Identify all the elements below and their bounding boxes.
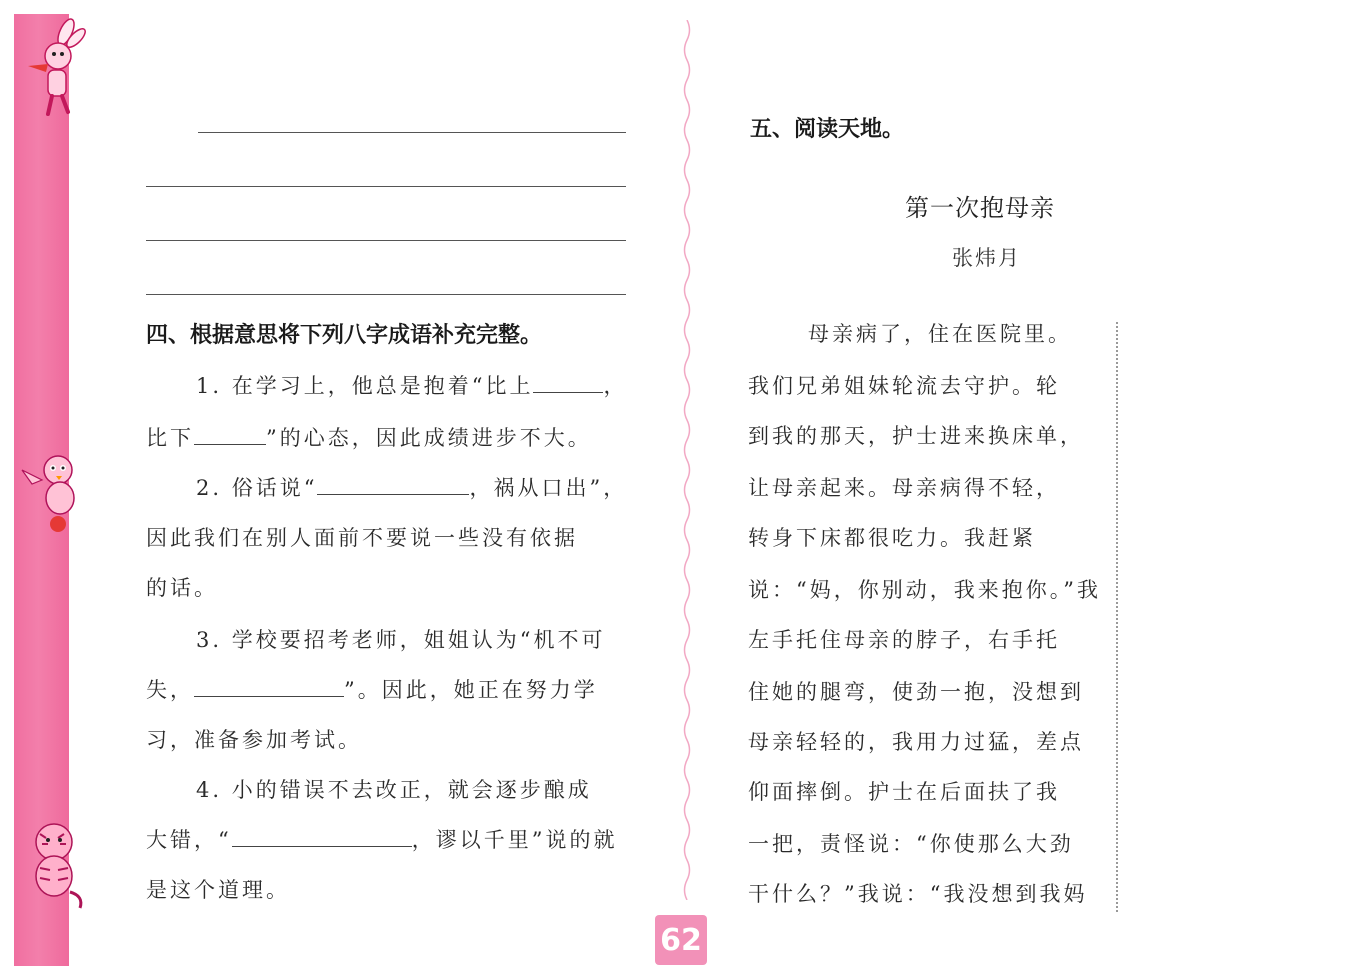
article-line: 住她的腿弯，使劲一抱，没想到 [748, 680, 1084, 704]
question-3-line-2 [146, 674, 598, 704]
question-2-line-3: 的话。 [146, 576, 218, 600]
article-line: 干什么？”我说：“我没想到我妈 [748, 882, 1088, 906]
article-line: 左手托住母亲的脖子，右手托 [748, 628, 1060, 652]
article-line: 我们兄弟姐妹轮流去守护。轮 [748, 374, 1060, 398]
question-1-line-2 [146, 422, 592, 452]
article-title: 第一次抱母亲 [905, 194, 1055, 222]
question-3-text: 失， [146, 678, 194, 702]
rabbit-cartoon-icon [18, 18, 86, 118]
question-4-line-2 [146, 824, 618, 854]
bird-cartoon-icon [18, 440, 86, 540]
tiger-cartoon-icon [18, 812, 86, 912]
center-divider [680, 20, 694, 900]
answer-blank[interactable] [194, 442, 266, 445]
question-3-text: ”。因此，她正在努力学 [344, 678, 598, 702]
question-2-text: 2. 俗话说“ [196, 476, 318, 500]
answer-blank[interactable] [232, 844, 412, 847]
writing-line[interactable] [146, 186, 626, 187]
article-line: 让母亲起来。母亲病得不轻， [748, 476, 1060, 500]
article-line: 转身下床都很吃力。我赶紧 [748, 526, 1036, 550]
article-line: 母亲病了，住在医院里。 [808, 322, 1072, 346]
page-number: 62 [655, 915, 707, 965]
question-4-text: ，谬以千里”说的就 [411, 828, 618, 852]
question-2-text: ，祸从口出”， [469, 476, 628, 500]
writing-line[interactable] [146, 240, 626, 241]
question-1-text: 比下 [146, 426, 194, 450]
question-3-line-3: 习，准备参加考试。 [146, 728, 362, 752]
question-1-text: ”的心态，因此成绩进步不大。 [266, 426, 592, 450]
writing-line[interactable] [146, 294, 626, 295]
question-1-line-1 [196, 370, 627, 400]
answer-blank[interactable] [533, 390, 603, 393]
article-author: 张炜月 [952, 246, 1021, 270]
writing-line[interactable] [198, 132, 626, 133]
answer-blank[interactable] [194, 694, 344, 697]
question-4-line-3: 是这个道理。 [146, 878, 290, 902]
answer-blank[interactable] [317, 492, 469, 495]
question-1-text: 1. 在学习上，他总是抱着“比上 [196, 374, 534, 398]
article-line: 说：“妈，你别动，我来抱你。”我 [748, 578, 1101, 602]
section-four-title: 四、根据意思将下列八字成语补充完整。 [146, 323, 543, 348]
question-4-line-1: 4. 小的错误不去改正，就会逐步酿成 [196, 778, 592, 802]
article-line: 到我的那天，护士进来换床单， [748, 424, 1084, 448]
article-line: 仰面摔倒。护士在后面扶了我 [748, 780, 1060, 804]
question-2-line-1 [196, 472, 627, 502]
question-2-line-2: 因此我们在别人面前不要说一些没有依据 [146, 526, 578, 550]
margin-dotted-rule [1116, 322, 1118, 912]
question-1-punct: ， [603, 374, 628, 398]
section-five-title: 五、阅读天地。 [750, 117, 905, 142]
article-line: 母亲轻轻的，我用力过猛，差点 [748, 730, 1084, 754]
question-4-text: 大错，“ [146, 828, 232, 852]
article-line: 一把，责怪说：“你使那么大劲 [748, 832, 1074, 856]
question-3-line-1: 3. 学校要招考老师，姐姐认为“机不可 [196, 628, 606, 652]
